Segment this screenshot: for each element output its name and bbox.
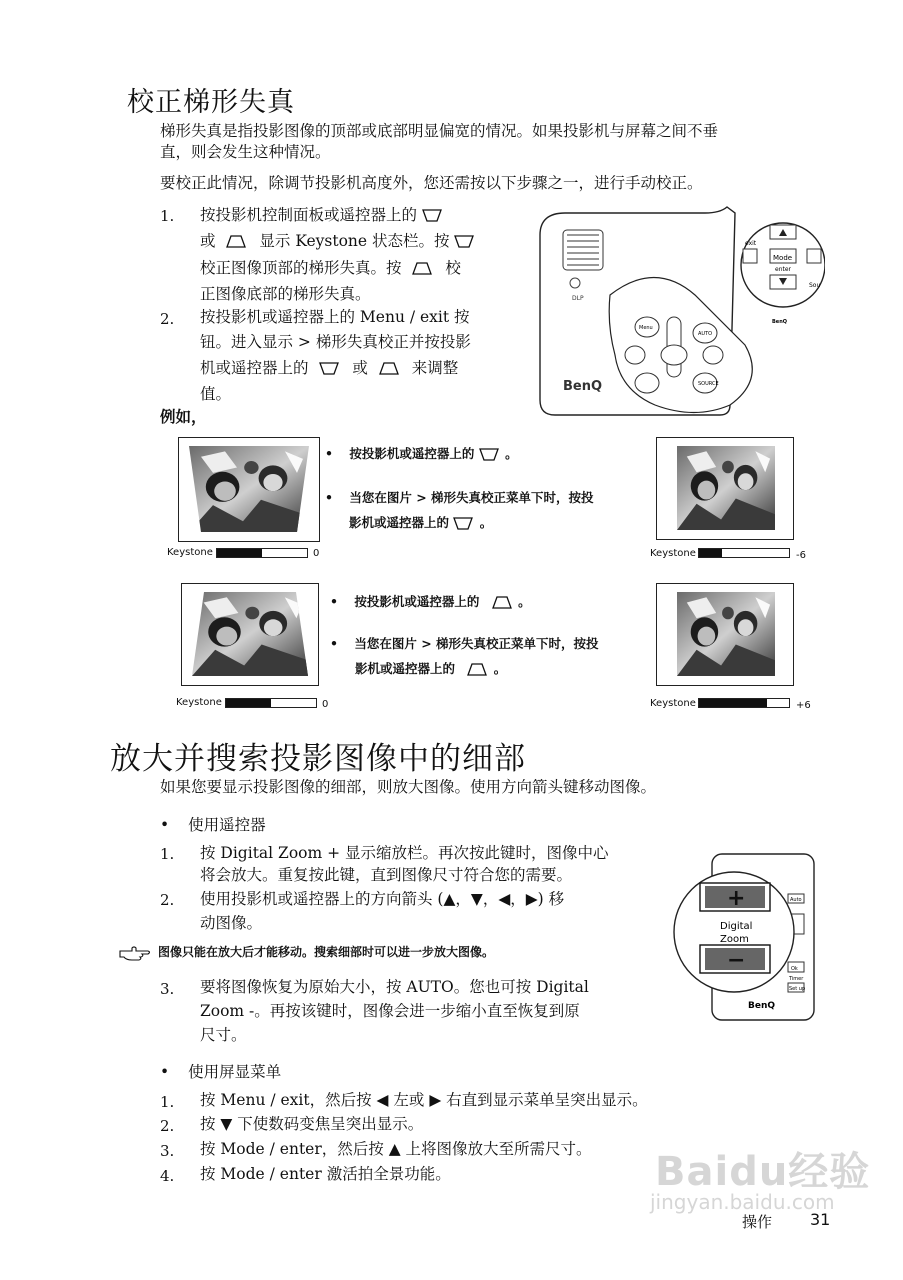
step1-text-1: 按投影机控制面板或遥控器上的 xyxy=(200,206,418,224)
example1-bullet-2-line-2 xyxy=(349,511,492,535)
bullet-dot: • xyxy=(160,816,170,834)
example2-bullet2-text-2: 影机或遥控器上的 xyxy=(355,661,456,676)
svg-text:SOURCE: SOURCE xyxy=(698,381,719,387)
page-number: 31 xyxy=(810,1210,831,1229)
example1-bullet-1 xyxy=(325,442,518,466)
menu-step1-number: 1. xyxy=(160,1093,175,1111)
svg-text:Sou: Sou xyxy=(809,282,821,289)
trapezoid-photo xyxy=(192,592,308,676)
example2-bullet-2-line-2 xyxy=(355,657,506,681)
step1-text-3a: 校正图像顶部的梯形失真。按 xyxy=(200,259,402,277)
example1-bullet2-text-2: 影机或遥控器上的 xyxy=(349,515,450,530)
svg-text:exit: exit xyxy=(745,240,757,247)
keystone-bar-fill xyxy=(226,699,271,707)
zoom-step3-number: 3. xyxy=(160,980,175,998)
keystone-label: Keystone xyxy=(176,697,222,708)
example1-bullet2-end: 。 xyxy=(479,515,493,530)
svg-text:Mode: Mode xyxy=(773,254,793,262)
zoom-note: 图像只能在放大后才能移动。搜索细部时可以进一步放大图像。 xyxy=(158,945,495,959)
keystone-bar xyxy=(698,548,790,558)
svg-text:Menu: Menu xyxy=(639,325,653,331)
step1-text-3b: 校 xyxy=(445,259,461,277)
step2-text-3b: 或 xyxy=(352,359,368,377)
bullet-dot: • xyxy=(330,594,338,609)
watermark-brand: Baidu经验 xyxy=(655,1149,871,1195)
zoom-step1-text-2: 将会放大。重复按此键，直到图像尺寸符合您的需要。 xyxy=(200,866,573,884)
zoom-step1-number: 1. xyxy=(160,845,175,863)
step2-number: 2. xyxy=(160,310,175,328)
example2-bullet1-end: 。 xyxy=(518,594,531,609)
projector-brand: BenQ xyxy=(563,379,603,394)
step1-text-4: 正图像底部的梯形失真。 xyxy=(200,285,371,303)
keystone-example-right-1 xyxy=(656,437,794,540)
keystone-bar xyxy=(225,698,317,708)
step1-text-2a: 或 xyxy=(200,232,216,250)
svg-text:Ok: Ok xyxy=(791,966,798,972)
step1-number: 1. xyxy=(160,207,175,225)
keystone-down-icon xyxy=(479,448,501,462)
bullet-remote-text: 使用遥控器 xyxy=(188,816,266,834)
menu-step2-number: 2. xyxy=(160,1117,175,1135)
keystone-value: 0 xyxy=(322,699,329,710)
keystone-value: 0 xyxy=(313,548,320,559)
step2-text-4: 值。 xyxy=(200,385,232,403)
example1-bullet-2 xyxy=(325,486,594,510)
section-title-keystone: 校正梯形失真 xyxy=(127,87,295,118)
keystone-value: +6 xyxy=(796,700,811,711)
remote-zoom-illustration xyxy=(670,850,820,1025)
zoom-step1-text-1: 按 Digital Zoom + 显示缩放栏。再次按此键时，图像中心 xyxy=(200,844,609,862)
step2-text-3a: 机或遥控器上的 xyxy=(200,359,309,377)
intro-line-1: 梯形失真是指投影图像的顶部或底部明显偏宽的情况。如果投影机与屏幕之间不垂 xyxy=(160,122,719,140)
zoom-minus-button: − xyxy=(727,948,746,973)
zoom-plus-button: + xyxy=(727,886,746,911)
corrected-photo xyxy=(677,446,775,530)
step1-line-3 xyxy=(200,257,461,280)
remote-brand: BenQ xyxy=(748,1001,776,1011)
example1-bullet2-text-1: 当您在图片 > 梯形失真校正菜单下时，按投 xyxy=(349,490,594,505)
zoom-label-1: Digital xyxy=(720,921,753,932)
zoom-step3-text-2: Zoom -。再按该键时，图像会进一步缩小直至恢复到原 xyxy=(200,1002,580,1020)
keystone-bar-fill xyxy=(699,699,767,707)
keystone-label: Keystone xyxy=(167,547,213,558)
svg-text:DLP: DLP xyxy=(572,295,584,302)
keystone-down-icon xyxy=(422,209,444,223)
trapezoid-photo xyxy=(189,446,309,532)
step1-text-2b: 显示 Keystone 状态栏。按 xyxy=(259,232,450,250)
keystone-up-icon xyxy=(467,663,489,677)
step1-line-1 xyxy=(200,204,444,227)
menu-step1-text: 按 Menu / exit，然后按 ◀ 左或 ▶ 右直到显示菜单呈突出显示。 xyxy=(200,1091,648,1109)
keystone-down-icon xyxy=(453,517,475,531)
keystone-label: Keystone xyxy=(650,548,696,559)
menu-step4-text: 按 Mode / enter 激活拍全景功能。 xyxy=(200,1165,451,1183)
bullet-remote xyxy=(160,814,266,837)
svg-text:enter: enter xyxy=(775,266,792,273)
menu-step4-number: 4. xyxy=(160,1167,175,1185)
step2-text-1: 按投影机或遥控器上的 Menu / exit 按 xyxy=(200,308,470,326)
keystone-example-left-2 xyxy=(181,583,319,686)
keystone-bar xyxy=(216,548,308,558)
keystone-down-icon xyxy=(454,235,476,249)
example1-bullet1-end: 。 xyxy=(505,446,518,461)
bullet-osd xyxy=(160,1061,281,1084)
intro-line-2: 直，则会发生这种情况。 xyxy=(160,143,331,161)
zoom-step3-text-1: 要将图像恢复为原始大小，按 AUTO。您也可按 Digital xyxy=(200,978,589,996)
keystone-down-icon xyxy=(319,362,341,376)
zoom-step2-number: 2. xyxy=(160,891,175,909)
keystone-up-icon xyxy=(379,362,401,376)
menu-step2-text: 按 ▼ 下使数码变焦呈突出显示。 xyxy=(200,1115,424,1133)
svg-text:AUTO: AUTO xyxy=(698,331,713,337)
step2-text-2: 钮。进入显示 > 梯形失真校正并按投影 xyxy=(200,333,471,351)
section-title-zoom: 放大并搜索投影图像中的细部 xyxy=(110,741,526,777)
intro-line-3: 要校正此情况，除调节投影机高度外，您还需按以下步骤之一，进行手动校正。 xyxy=(160,174,703,192)
step2-line-3 xyxy=(200,357,458,380)
zoom-step2-text-2: 动图像。 xyxy=(200,914,263,932)
bullet-dot: • xyxy=(325,490,333,505)
keystone-up-icon xyxy=(492,596,514,610)
keystone-up-icon xyxy=(226,235,248,249)
zoom-label-2: Zoom xyxy=(720,934,749,945)
example1-bullet1-text: 按投影机或遥控器上的 xyxy=(349,446,475,461)
menu-step3-number: 3. xyxy=(160,1142,175,1160)
zoom-step3-text-3: 尺寸。 xyxy=(200,1026,247,1044)
note-hand-icon xyxy=(118,945,154,963)
keystone-example-left-1 xyxy=(178,437,320,542)
example2-bullet-2 xyxy=(330,632,599,656)
example-label: 例如， xyxy=(160,407,207,426)
watermark-url: jingyan.baidu.com xyxy=(650,1190,835,1214)
example2-bullet2-end: 。 xyxy=(493,661,507,676)
corrected-photo xyxy=(677,592,775,676)
example2-bullet-1 xyxy=(330,590,531,614)
svg-text:Auto: Auto xyxy=(790,897,802,903)
keystone-value: -6 xyxy=(796,550,806,561)
step1-line-2 xyxy=(200,230,476,253)
example2-bullet1-text: 按投影机或遥控器上的 xyxy=(354,594,480,609)
bullet-dot: • xyxy=(325,446,333,461)
keystone-bar-fill xyxy=(217,549,262,557)
bullet-dot: • xyxy=(330,636,338,651)
bullet-osd-text: 使用屏显菜单 xyxy=(188,1063,282,1081)
projector-illustration xyxy=(535,205,825,420)
bullet-dot: • xyxy=(160,1063,170,1081)
zoom-step2-text-1: 使用投影机或遥控器上的方向箭头 (▲，▼，◀，▶) 移 xyxy=(200,890,565,908)
keystone-bar-fill xyxy=(699,549,722,557)
keystone-up-icon xyxy=(412,262,434,276)
step2-text-3c: 来调整 xyxy=(411,359,459,377)
zoom-intro: 如果您要显示投影图像的细部，则放大图像。使用方向箭头键移动图像。 xyxy=(160,778,657,796)
example2-bullet2-text-1: 当您在图片 > 梯形失真校正菜单下时，按投 xyxy=(354,636,599,651)
svg-text:Set up: Set up xyxy=(789,986,806,992)
svg-text:Timer: Timer xyxy=(789,976,804,982)
footer-section-name: 操作 xyxy=(742,1213,773,1231)
keystone-label: Keystone xyxy=(650,698,696,709)
svg-text:BenQ: BenQ xyxy=(772,319,788,325)
keystone-bar xyxy=(698,698,790,708)
keystone-example-right-2 xyxy=(656,583,794,686)
menu-step3-text: 按 Mode / enter，然后按 ▲ 上将图像放大至所需尺寸。 xyxy=(200,1140,592,1158)
